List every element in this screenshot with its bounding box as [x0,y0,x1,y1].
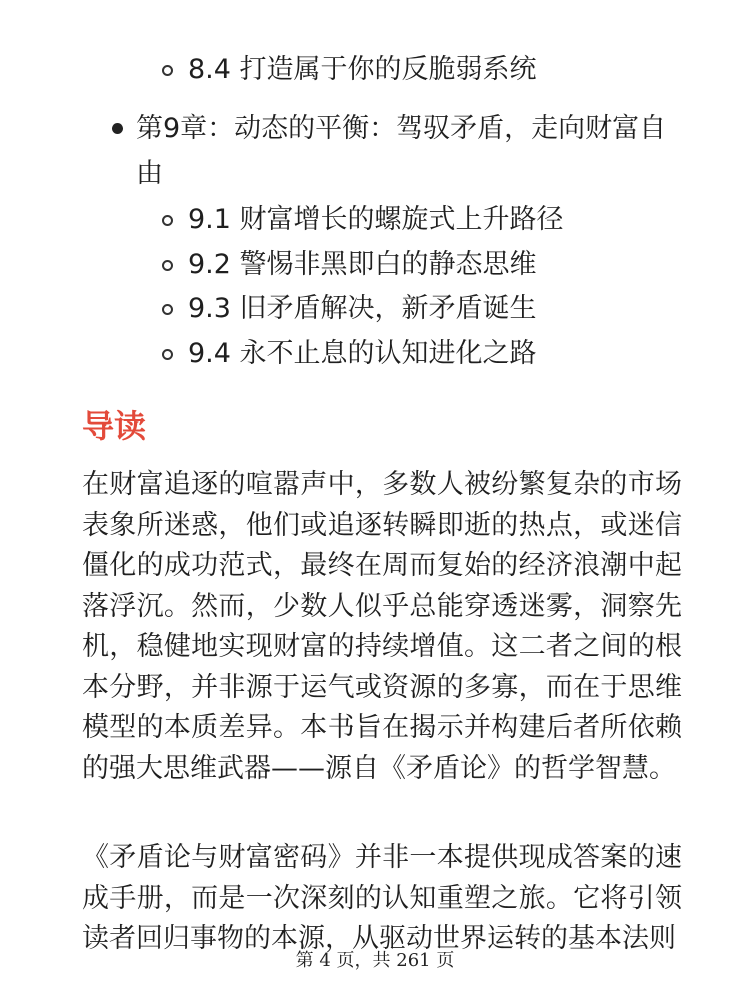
hollow-bullet-icon [162,349,173,360]
intro-paragraph-2: 《矛盾论与财富密码》并非一本提供现成答案的速成手册，而是一次深刻的认知重塑之旅。它将引领读者回归事物的本源，从驱动世界运转的基本法则 [82,842,682,954]
hollow-bullet-icon [162,65,173,76]
toc-subsection-9-2[interactable]: 9.2 警惕非黑即白的静态思维 [188,249,537,280]
page-number-footer: 第 4 页，共 261 页 [295,950,455,971]
filled-bullet-icon [112,123,123,134]
toc-subsection-8-4[interactable]: 8.4 打造属于你的反脆弱系统 [188,54,537,85]
toc-subsection-9-4[interactable]: 9.4 永不止息的认知进化之路 [188,338,537,369]
toc-chapter-9[interactable]: 第9章：动态的平衡：驾驭矛盾，走向财富自由 [136,113,667,189]
toc-subsection-9-1[interactable]: 9.1 财富增长的螺旋式上升路径 [188,204,564,235]
hollow-bullet-icon [162,304,173,315]
hollow-bullet-icon [162,260,173,271]
intro-paragraph-1: 在财富追逐的喧嚣声中，多数人被纷繁复杂的市场表象所迷惑，他们或追逐转瞬即逝的热点，或迷信僵化的成功范式，最终在周而复始的经济浪潮中起落浮沉。然而，少数人似乎总能穿透迷雾，洞察先机，稳健地实现财富的持续增值。这二者之间的根本分野，并非源于运气或资源的多寡，而在于思维模型的本质差异。本书旨在揭示并构建后者所依赖的强大思维武器——源自《矛盾论》的哲学智慧。 [82,469,682,784]
section-heading: 导读 [82,407,147,445]
hollow-bullet-icon [162,215,173,226]
toc-subsection-9-3[interactable]: 9.3 旧矛盾解决，新矛盾诞生 [188,293,537,324]
